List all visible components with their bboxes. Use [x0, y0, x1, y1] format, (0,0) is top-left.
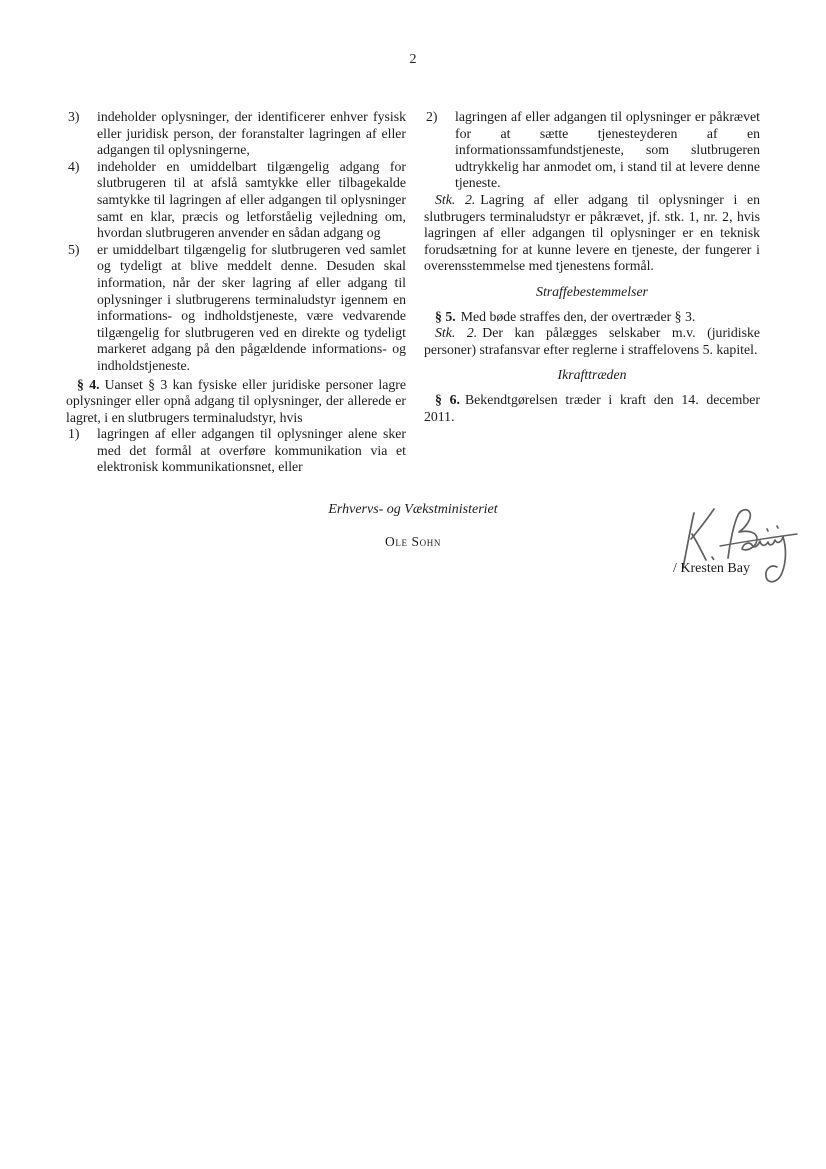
section-6-text: Bekendtgørelsen træder i kraft den 14. december 2011.	[424, 391, 760, 424]
section-heading-penalties: Straffebestemmelser	[536, 283, 648, 299]
signature-block	[650, 494, 810, 599]
ministry-name: Erhvervs- og Vækstministeriet	[328, 502, 498, 517]
countersignature: / Kresten Bay	[673, 561, 750, 576]
minister-name: Ole Sohn	[385, 534, 441, 549]
section-heading-entry-into-force: Ikrafttræden	[557, 367, 627, 383]
item-text: lagringen af eller adgangen til oplysninger alene sker med det formål at overføre kommunikation via et elektronisk kommunikationsnet, eller	[97, 426, 406, 475]
item-number: 5)	[68, 241, 80, 257]
item-number: 2)	[426, 109, 438, 124]
section-5-paragraph	[424, 309, 760, 326]
section-5-lead: § 5.	[435, 308, 456, 324]
stk-2-text: Der kan pålægges selskaber m.v. (juridiske personer) strafansvar efter reglerne i straffelovens 5. kapitel.	[424, 325, 760, 357]
list-item-2	[424, 109, 760, 192]
section-4-stk-2-paragraph	[424, 192, 760, 275]
list-item-3	[66, 109, 406, 159]
page-number: 2	[409, 52, 417, 67]
stk-2-text: Lagring af eller adgang til oplysninger i en slutbrugers terminaludstyr er påkrævet, jf. stk. 1, nr. 2, hvis lagringen af eller adgangen til oplysninger er en teknisk forudsætning for at kunne levere en tjeneste, der fungerer i overensstemmelse med tjenestens formål.	[424, 191, 760, 274]
list-item-4	[66, 159, 406, 242]
right-column	[424, 109, 760, 425]
section-4-text: Uanset § 3 kan fysiske eller juridiske personer lagre oplysninger eller opnå adgang til oplysninger, der allerede er lagret, i en slutbrugers terminaludstyr, hvis	[66, 376, 406, 425]
section-5-stk-2-paragraph	[424, 325, 760, 358]
list-item-5	[66, 242, 406, 375]
section-4-paragraph	[66, 377, 406, 427]
stk-2-lead: Stk. 2.	[435, 191, 476, 207]
section-5-text: Med bøde straffes den, der overtræder § 3.	[460, 308, 696, 324]
item-number: 4)	[68, 158, 80, 174]
section-6-paragraph	[424, 392, 760, 425]
list-item-1	[66, 426, 406, 476]
item-text: indeholder oplysninger, der identificerer enhver fysisk eller juridisk person, der foranstalter lagringen af eller adgangen til oplysningerne,	[97, 109, 406, 158]
left-column	[66, 109, 406, 476]
stk-2-lead: Stk. 2.	[435, 325, 478, 341]
item-text: indeholder en umiddelbart tilgængelig adgang for slutbrugeren til at afslå samtykke eller tilbagekalde samtykke til lagringen af eller adgangen til oplysninger samt en klar, præcis og letforståelig vejledning om, hvordan slutbrugeren anvender en sådan adgang og	[97, 158, 406, 241]
item-text: er umiddelbart tilgængelig for slutbrugeren ved samlet og tydeligt at blive meddelt denne. Desuden skal information, når der sker lagring af eller adgang til oplysninger i slutbrugerens terminaludstyr igennem en informations- og indholdstjeneste, være vedvarende tilgængelig for slutbrugeren ved en direkte og tydeligt markeret adgang på den pågældende informations- og indholdstjeneste.	[97, 241, 406, 373]
handwritten-signature-icon	[650, 494, 810, 599]
section-4-lead: § 4.	[77, 376, 100, 392]
item-text: lagringen af eller adgangen til oplysninger er påkrævet for at sætte tjenesteyderen af en informationssamfundstjeneste, som slutbrugeren udtrykkelig har anmodet om, i stand til at levere denne tjeneste.	[455, 109, 760, 191]
item-number: 3)	[68, 109, 80, 124]
item-number: 1)	[68, 426, 80, 442]
section-6-lead: § 6.	[435, 391, 460, 407]
